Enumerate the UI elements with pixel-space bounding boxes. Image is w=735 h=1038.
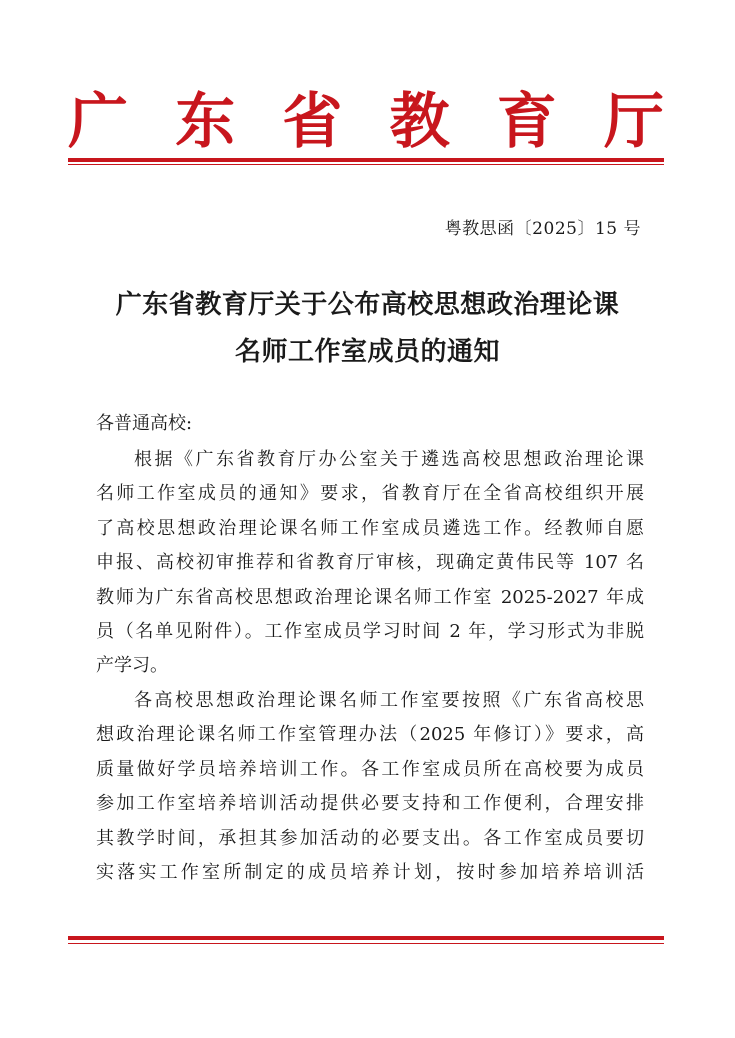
header-char: 东 [175, 87, 236, 157]
paragraph-line: 其教学时间，承担其参加活动的必要支出。各工作室成员要切 [96, 827, 644, 849]
paragraph-line: 教师为广东省高校思想政治理论课名师工作室 2025-2027 年成 [96, 586, 644, 608]
addressee: 各普通高校: [96, 413, 193, 434]
paragraph-line: 了高校思想政治理论课名师工作室成员遴选工作。经教师自愿 [96, 517, 644, 539]
header-char: 育 [496, 87, 557, 157]
paragraph-line: 根据《广东省教育厅办公室关于遴选高校思想政治理论课 [134, 449, 644, 470]
header-char: 教 [389, 87, 450, 157]
paragraph-line: 员（名单见附件）。工作室成员学习时间 2 年，学习形式为非脱 [96, 620, 644, 642]
paragraph-line: 产学习。 [96, 655, 168, 677]
paragraph-line: 名师工作室成员的通知》要求，省教育厅在全省高校组织开展 [96, 483, 644, 505]
header-red-rule-thick [68, 158, 664, 162]
header-red-rule-thin [68, 164, 664, 165]
paragraph-line: 各高校思想政治理论课名师工作室要按照《广东省高校思 [134, 690, 644, 711]
footer-red-rule-thin [68, 943, 664, 944]
header-char: 厅 [603, 87, 664, 157]
paragraph-line: 想政治理论课名师工作室管理办法（2025 年修订）》要求，高 [96, 724, 644, 746]
footer-red-rule-thick [68, 936, 664, 940]
body-paragraph-2 [96, 684, 644, 890]
paragraph-line: 参加工作室培养培训活动提供必要支持和工作便利，合理安排 [96, 793, 644, 815]
paragraph-line: 质量做好学员培养培训工作。各工作室成员所在高校要为成员 [96, 758, 644, 780]
header-char: 省 [282, 87, 343, 157]
paragraph-line: 实落实工作室所制定的成员培养计划，按时参加培养培训活 [96, 861, 644, 883]
document-number: 粤教思函〔2025〕15 号 [444, 219, 641, 239]
paragraph-line: 申报、高校初审推荐和省教育厅审核，现确定黄伟民等 107 名 [96, 552, 644, 574]
document-title-line-2: 名师工作室成员的通知 [234, 337, 500, 367]
header-char: 广 [68, 87, 128, 157]
body-paragraph-1 [96, 443, 644, 684]
document-title-line-1: 广东省教育厅关于公布高校思想政治理论课 [115, 290, 620, 320]
issuing-authority-header [68, 84, 664, 160]
